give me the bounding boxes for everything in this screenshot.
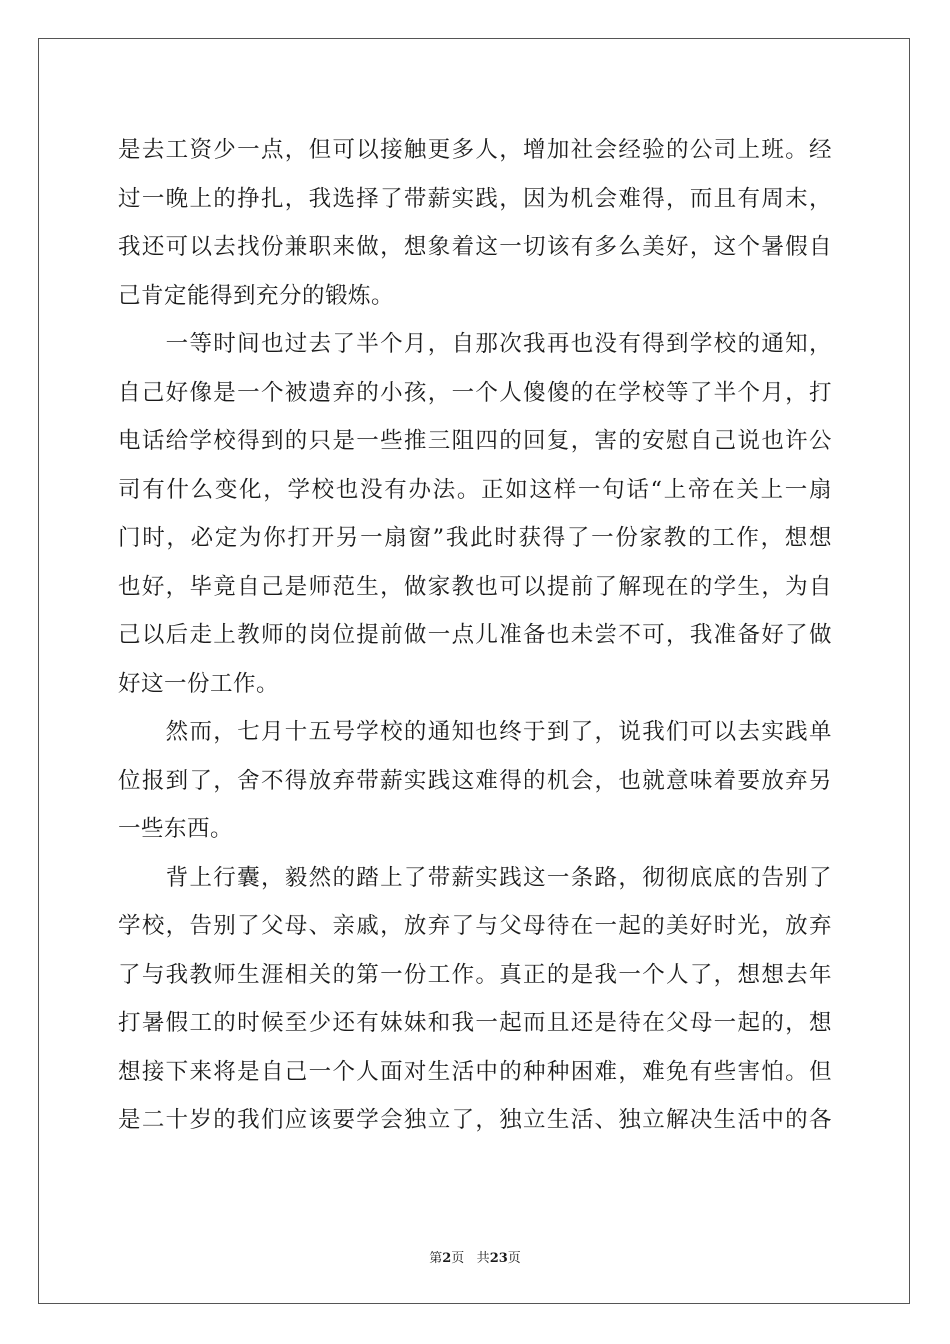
text-line: 己肯定能得到充分的锻炼。	[118, 282, 395, 309]
footer-total-prefix: 共	[476, 1251, 490, 1266]
footer-page-prefix: 第	[429, 1251, 443, 1266]
text-line: 司有什么变化，学校也没有办法。正如这样一句话“上帝在关上一扇	[118, 476, 832, 503]
text-line: 过一晚上的挣扎，我选择了带薪实践，因为机会难得，而且有周末，	[118, 185, 832, 212]
text-line: 己以后走上教师的岗位提前做一点儿准备也未尝不可，我准备好了做	[118, 622, 832, 648]
text-line: 是去工资少一点，但可以接触更多人，增加社会经验的公司上班。经	[118, 137, 832, 163]
text-line: 自己好像是一个被遗弃的小孩，一个人傻傻的在学校等了半个月，打	[118, 379, 832, 406]
text-line: 然而，七月十五号学校的通知也终于到了，说我们可以去实践单	[118, 719, 832, 745]
text-line: 门时，必定为你打开另一扇窗”我此时获得了一份家教的工作，想想	[118, 525, 832, 551]
footer-page-suffix: 页	[451, 1251, 465, 1266]
text-line: 学校，告别了父母、亲戚，放弃了与父母待在一起的美好时光，放弃	[118, 913, 832, 939]
document-body	[118, 126, 832, 1145]
text-line: 打暑假工的时候至少还有妹妹和我一起而且还是待在父母一起的，想	[118, 1010, 832, 1036]
text-line: 好这一份工作。	[118, 670, 280, 697]
text-line: 了与我教师生涯相关的第一份工作。真正的是我一个人了，想想去年	[118, 961, 832, 988]
footer-total-pages: 23	[489, 1251, 508, 1266]
text-line: 是二十岁的我们应该要学会独立了，独立生活、独立解决生活中的各	[118, 1107, 832, 1133]
text-line: 一些东西。	[118, 816, 234, 842]
text-line: 位报到了，舍不得放弃带薪实践这难得的机会，也就意味着要放弃另	[118, 767, 832, 794]
footer-total-suffix: 页	[507, 1251, 521, 1266]
text-line: 也好，毕竟自己是师范生，做家教也可以提前了解现在的学生，为自	[118, 573, 832, 600]
text-line: 想接下来将是自己一个人面对生活中的种种困难，难免有些害怕。但	[118, 1058, 832, 1085]
footer-page-number: 2	[442, 1251, 452, 1266]
text-line: 电话给学校得到的只是一些推三阻四的回复，害的安慰自己说也许公	[118, 428, 832, 454]
page-footer	[0, 1247, 950, 1266]
text-line: 一等时间也过去了半个月，自那次我再也没有得到学校的通知，	[118, 331, 832, 357]
text-line: 我还可以去找份兼职来做，想象着这一切该有多么美好，这个暑假自	[118, 234, 832, 260]
text-line: 背上行囊，毅然的踏上了带薪实践这一条路，彻彻底底的告别了	[118, 864, 832, 891]
